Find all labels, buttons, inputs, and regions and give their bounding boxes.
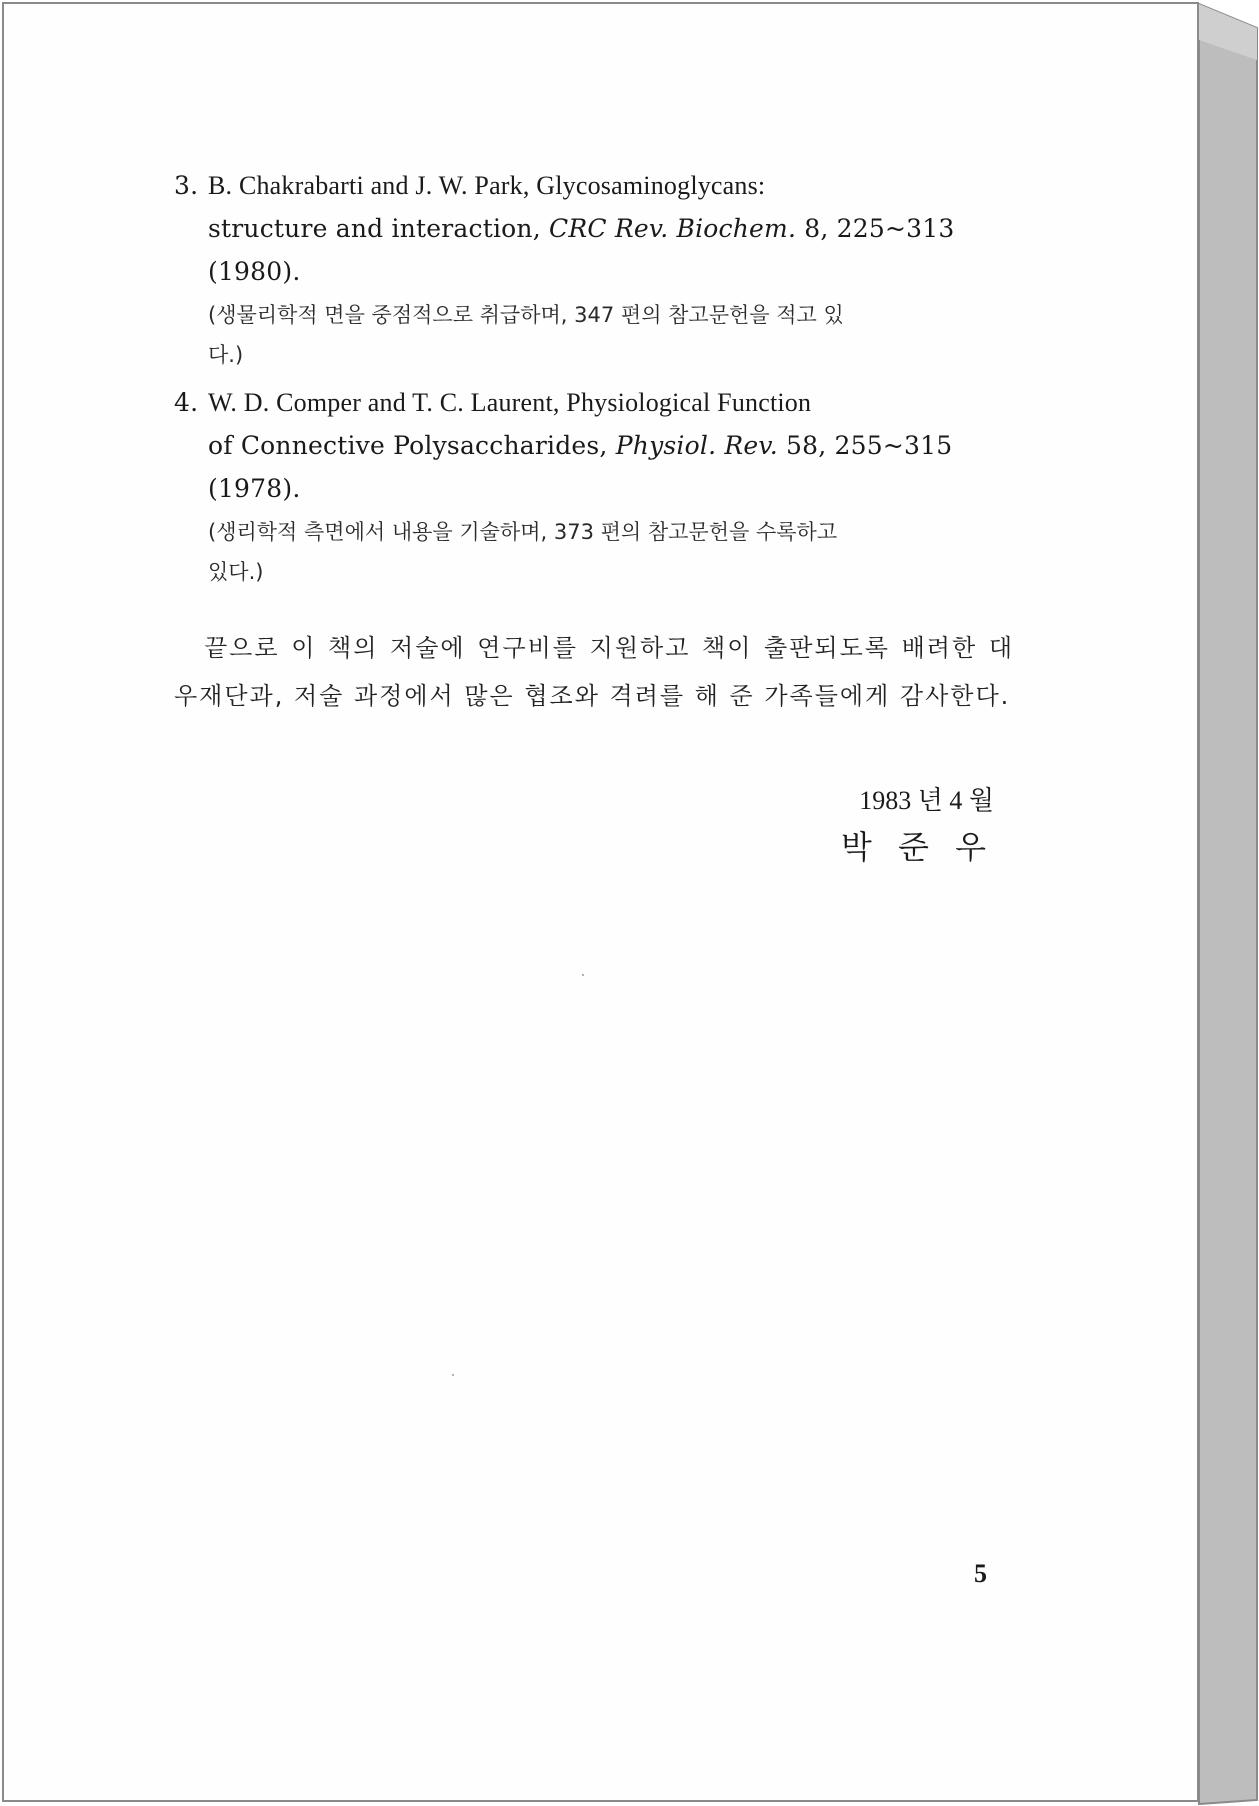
journal-volume-pages: 58, 255~315 — [777, 431, 953, 460]
references-list — [174, 164, 1009, 598]
journal-volume-pages: 8, 225~313 — [796, 214, 955, 243]
reference-number: 4. — [174, 388, 199, 417]
note-line: 있다.) — [208, 560, 264, 584]
reference-note — [174, 295, 1009, 375]
note-line: (생리학적 측면에서 내용을 기술하며, 373 편의 참고문헌을 수록하고 — [208, 520, 838, 544]
author-signature: 박 준 우 — [840, 828, 994, 866]
reference-note — [174, 512, 1009, 592]
reference-year: (1980). — [208, 257, 301, 286]
journal-title: CRC Rev. Biochem. — [549, 214, 797, 243]
page-number: 5 — [974, 1559, 987, 1588]
reference-year: (1978). — [208, 474, 301, 503]
reference-line: structure and interaction, — [208, 214, 541, 243]
journal-title: Physiol. Rev. — [615, 431, 778, 460]
page — [2, 2, 1199, 1802]
reference-line: W. D. Comper and T. C. Laurent, Physiological Function — [208, 388, 812, 417]
scan-speck — [452, 1374, 454, 1376]
reference-line: B. Chakrabarti and J. W. Park, Glycosaminoglycans: — [208, 171, 766, 200]
preface-date: 1983 년 4 월 — [859, 786, 994, 815]
acknowledgement-paragraph: 끝으로 이 책의 저술에 연구비를 지원하고 책이 출판되도록 배려한 대우재단과, 저술 과정에서 많은 협조와 격려를 해 준 가족들에게 감사한다. — [174, 634, 1014, 710]
note-line: (생물리학적 면을 중점적으로 취급하며, 347 편의 참고문헌을 적고 있 — [208, 303, 844, 327]
note-line: 다.) — [208, 343, 244, 367]
reference-number: 3. — [174, 171, 199, 200]
reference-4 — [174, 381, 1009, 592]
reference-line: of Connective Polysaccharides, — [208, 431, 608, 460]
reference-3 — [174, 164, 1009, 375]
scan-speck — [582, 974, 584, 976]
